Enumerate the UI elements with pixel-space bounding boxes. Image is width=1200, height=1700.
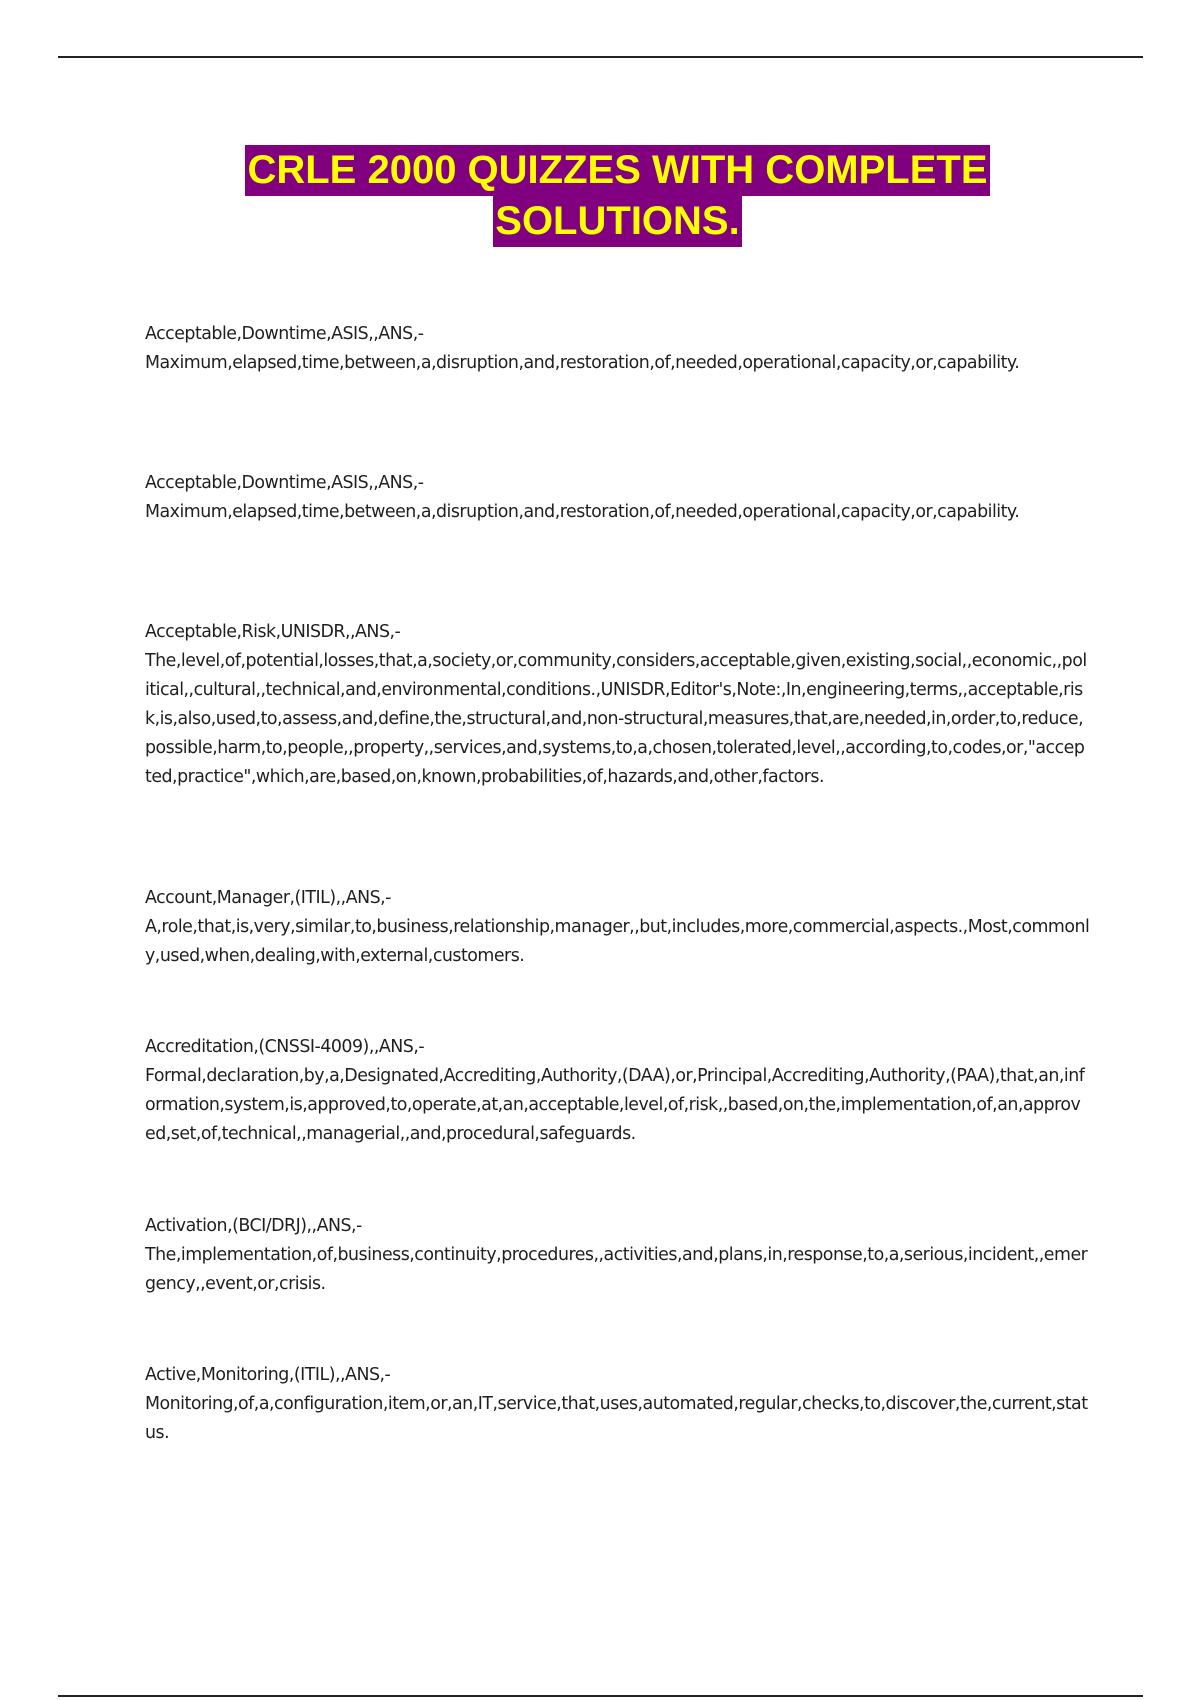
title-line-2: SOLUTIONS. — [493, 196, 741, 247]
glossary-entry — [145, 1361, 1090, 1448]
glossary-entry — [145, 618, 1090, 792]
entry-definition: A,role,that,is,very,similar,to,business,relationship,manager,,but,includes,more,commercial,aspects.,Most,commonly,used,when,dealing,with,external,customers. — [145, 917, 1090, 966]
entry-definition: Monitoring,of,a,configuration,item,or,an,IT,service,that,uses,automated,regular,checks,to,discover,the,current,status. — [145, 1394, 1088, 1443]
entry-definition: The,level,of,potential,losses,that,a,society,or,community,considers,acceptable,given,existing,social,,economic,,political,,cultural,,technical,and,environmental,conditions.,UNISDR,Editor's,Note:,In,engineering,terms,,acceptable,risk,is,also,used,to,assess,and,define,the,structural,and,non-structural,measures,that,are,needed,in,order,to,reduce,possible,harm,to,people,,property,,services,and,systems,to,a,chosen,tolerated,level,,according,to,codes,or,"accepted,practice",which,are,based,on,known,probabilities,of,hazards,and,other,factors. — [145, 651, 1087, 787]
entry-term: Acceptable,Risk,UNISDR,,ANS,- — [145, 622, 401, 642]
glossary-entry — [145, 1212, 1090, 1299]
entry-definition: Formal,declaration,by,a,Designated,Accrediting,Authority,(DAA),or,Principal,Accrediting,Authority,(PAA),that,an,information,system,is,approved,to,operate,at,an,acceptable,level,of,risk,,based,on,the,implementation,of,an,approved,set,of,technical,,managerial,,and,procedural,safeguards. — [145, 1066, 1085, 1144]
entry-term: Acceptable,Downtime,ASIS,,ANS,- — [145, 324, 424, 344]
glossary-entry — [145, 884, 1090, 971]
entry-term: Active,Monitoring,(ITIL),,ANS,- — [145, 1365, 391, 1385]
top-divider — [58, 56, 1143, 58]
glossary-entry — [145, 1033, 1090, 1149]
bottom-divider — [58, 1695, 1143, 1697]
glossary-entry — [145, 469, 1090, 527]
title-line-1: CRLE 2000 QUIZZES WITH COMPLETE — [245, 145, 989, 196]
entry-term: Activation,(BCI/DRJ),,ANS,- — [145, 1216, 362, 1236]
entry-term: Acceptable,Downtime,ASIS,,ANS,- — [145, 473, 424, 493]
entry-definition: The,implementation,of,business,continuity,procedures,,activities,and,plans,in,response,to,a,serious,incident,,emergency,,event,or,crisis. — [145, 1245, 1088, 1294]
document-title — [0, 145, 1200, 247]
entry-definition: Maximum,elapsed,time,between,a,disruption,and,restoration,of,needed,operational,capacity,or,capability. — [145, 353, 1020, 373]
entry-definition: Maximum,elapsed,time,between,a,disruption,and,restoration,of,needed,operational,capacity,or,capability. — [145, 502, 1020, 522]
entry-term: Accreditation,(CNSSI-4009),,ANS,- — [145, 1037, 425, 1057]
glossary-entry — [145, 320, 1090, 378]
entry-term: Account,Manager,(ITIL),,ANS,- — [145, 888, 391, 908]
